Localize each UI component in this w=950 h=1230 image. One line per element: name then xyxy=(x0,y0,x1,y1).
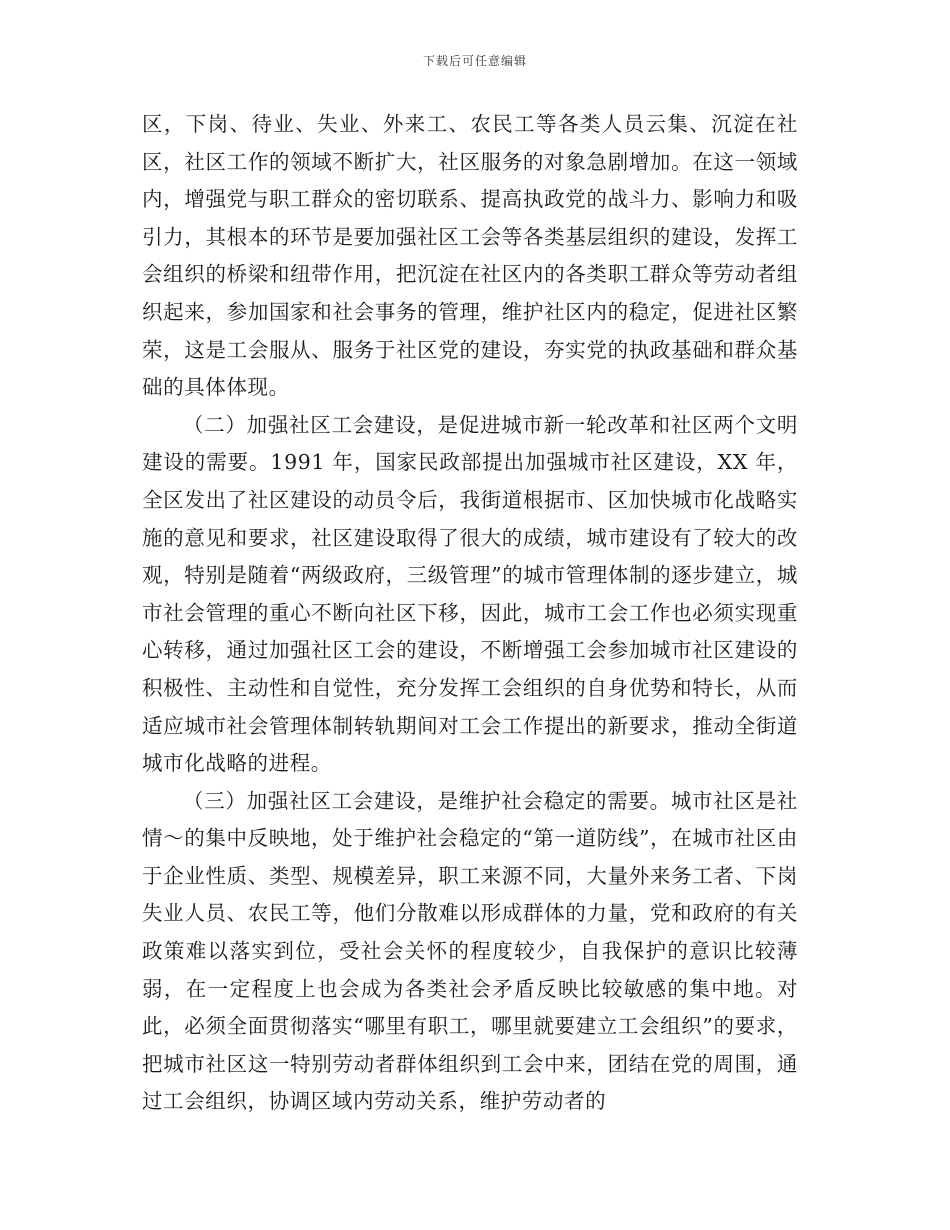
paragraph-section-three: （三）加强社区工会建设，是维护社会稳定的需要。城市社区是社情～的集中反映地，处于维护社会稳定的“第一道防线”，在城市社区由于企业性质、类型、规模差异，职工来源不同，大量外来务工者、下岗失业人员、农民工等，他们分散难以形成群体的力量，党和政府的有关政策难以落实到位，受社会关怀的程度较少，自我保护的意识比较薄弱，在一定程度上也会成为各类社会矛盾反映比较敏感的集中地。对此，必须全面贯彻落实“哪里有职工，哪里就要建立工会组织”的要求，把城市社区这一特别劳动者群体组织到工会中来，团结在党的周围，通过工会组织，协调区域内劳动关系，维护劳动者的 xyxy=(142,788,798,1114)
paragraph-section-two: （二）加强社区工会建设，是促进城市新一轮改革和社区两个文明建设的需要。1991 年，国家民政部提出加强城市社区建设，XX 年，全区发出了社区建设的动员令后，我街道根据市、区加快城市化战略实施的意见和要求，社区建设取得了很大的成绩，城市建设有了较大的改观，特别是随着“两级政府，三级管理”的城市管理体制的逐步建立，城市社会管理的重心不断向社区下移，因此，城市工会工作也必须实现重心转移，通过加强社区工会的建设，不断增强工会参加城市社区建设的积极性、主动性和自觉性，充分发挥工会组织的自身优势和特长，从而适应城市社会管理体制转轨期间对工会工作提出的新要求，推动全街道城市化战略的进程。 xyxy=(142,412,798,776)
document-body xyxy=(142,106,798,1121)
paragraph-continuation: 区，下岗、待业、失业、外来工、农民工等各类人员云集、沉淀在社区，社区工作的领域不断扩大，社区服务的对象急剧增加。在这一领域内，增强党与职工群众的密切联系、提高执政党的战斗力、影响力和吸引力，其根本的环节是要加强社区工会等各类基层组织的建设，发挥工会组织的桥梁和纽带作用，把沉淀在社区内的各类职工群众等劳动者组织起来，参加国家和社会事务的管理，维护社区内的稳定，促进社区繁荣，这是工会服从、服务于社区党的建设，夯实党的执政基础和群众基础的具体体现。 xyxy=(142,112,798,400)
page-header-note: 下载后可任意编辑 xyxy=(422,54,527,68)
